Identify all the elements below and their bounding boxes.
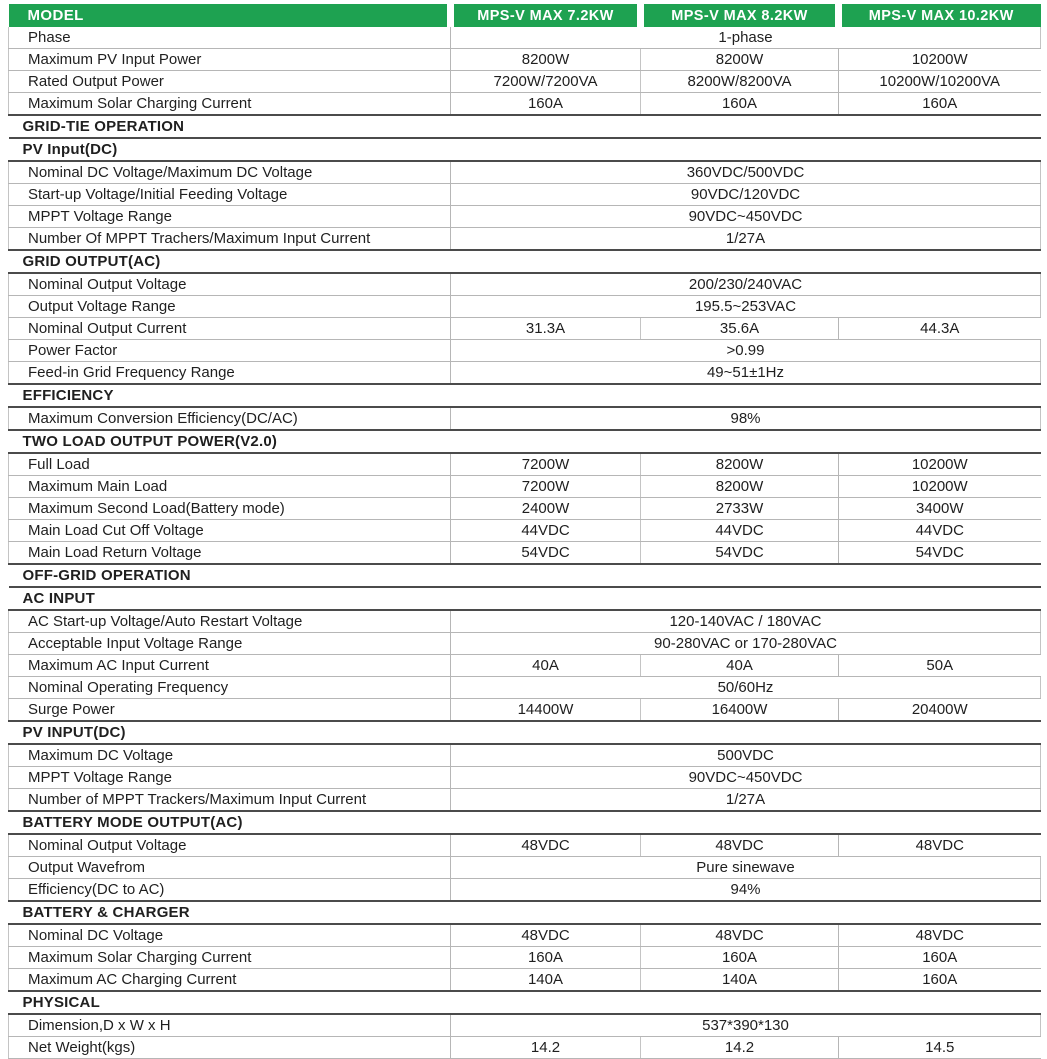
section-title: EFFICIENCY [9, 384, 1041, 407]
spec-row [9, 699, 1041, 722]
spec-row [9, 947, 1041, 969]
spec-row [9, 542, 1041, 565]
spec-row [9, 610, 1041, 633]
spec-row-label: Power Factor [9, 340, 451, 362]
spec-value: 160A [451, 93, 641, 116]
spec-value-span: 1/27A [451, 789, 1041, 812]
spec-value: 44.3A [839, 318, 1041, 340]
spec-value: 48VDC [641, 924, 839, 947]
spec-value-span: 195.5~253VAC [451, 296, 1041, 318]
spec-table-header [9, 4, 1041, 27]
spec-row-label: Nominal Output Voltage [9, 834, 451, 857]
spec-value-span: >0.99 [451, 340, 1041, 362]
spec-row [9, 879, 1041, 902]
spec-row [9, 161, 1041, 184]
spec-value: 48VDC [839, 924, 1041, 947]
spec-value-span: 537*390*130 [451, 1014, 1041, 1037]
column-header-model-2: MPS-V MAX 8.2KW [641, 4, 839, 27]
spec-value: 10200W [839, 476, 1041, 498]
model-header-row [9, 4, 1041, 27]
spec-value: 160A [641, 93, 839, 116]
section-row [9, 115, 1041, 138]
spec-value: 14.2 [451, 1037, 641, 1059]
spec-value: 7200W [451, 476, 641, 498]
spec-row-label: Dimension,D x W x H [9, 1014, 451, 1037]
spec-value: 44VDC [839, 520, 1041, 542]
spec-value: 7200W [451, 453, 641, 476]
spec-value: 44VDC [451, 520, 641, 542]
spec-value: 16400W [641, 699, 839, 722]
spec-value-span: 90VDC~450VDC [451, 767, 1041, 789]
spec-value: 7200W/7200VA [451, 71, 641, 93]
spec-row [9, 767, 1041, 789]
spec-row [9, 407, 1041, 430]
spec-row-label: Efficiency(DC to AC) [9, 879, 451, 902]
spec-row [9, 1037, 1041, 1059]
spec-value: 54VDC [641, 542, 839, 565]
spec-row-label: Main Load Return Voltage [9, 542, 451, 565]
spec-value-span: 1-phase [451, 27, 1041, 49]
spec-row-label: Acceptable Input Voltage Range [9, 633, 451, 655]
spec-row-label: Output Voltage Range [9, 296, 451, 318]
spec-row [9, 857, 1041, 879]
spec-value: 10200W [839, 49, 1041, 71]
spec-value: 54VDC [839, 542, 1041, 565]
spec-value: 40A [451, 655, 641, 677]
section-title: BATTERY MODE OUTPUT(AC) [9, 811, 1041, 834]
spec-table-body [9, 27, 1041, 1059]
spec-row-label: Nominal Operating Frequency [9, 677, 451, 699]
spec-value: 14.2 [641, 1037, 839, 1059]
spec-row [9, 296, 1041, 318]
spec-value: 8200W [641, 49, 839, 71]
spec-row-label: Start-up Voltage/Initial Feeding Voltage [9, 184, 451, 206]
spec-value: 140A [451, 969, 641, 992]
spec-row [9, 520, 1041, 542]
section-row [9, 721, 1041, 744]
spec-value: 20400W [839, 699, 1041, 722]
spec-row [9, 93, 1041, 116]
spec-row-label: MPPT Voltage Range [9, 767, 451, 789]
spec-value: 14.5 [839, 1037, 1041, 1059]
spec-row [9, 184, 1041, 206]
spec-row [9, 228, 1041, 251]
spec-row-label: Maximum PV Input Power [9, 49, 451, 71]
spec-row [9, 273, 1041, 296]
spec-value: 10200W [839, 453, 1041, 476]
section-title: GRID-TIE OPERATION [9, 115, 1041, 138]
spec-value: 31.3A [451, 318, 641, 340]
spec-row [9, 633, 1041, 655]
spec-value: 160A [641, 947, 839, 969]
column-header-model-3: MPS-V MAX 10.2KW [839, 4, 1041, 27]
section-title: TWO LOAD OUTPUT POWER(V2.0) [9, 430, 1041, 453]
spec-table [8, 4, 1041, 1059]
spec-row [9, 969, 1041, 992]
spec-row-label: Maximum Conversion Efficiency(DC/AC) [9, 407, 451, 430]
spec-value: 2400W [451, 498, 641, 520]
section-row [9, 991, 1041, 1014]
spec-row [9, 340, 1041, 362]
spec-value: 2733W [641, 498, 839, 520]
section-row [9, 384, 1041, 407]
section-row [9, 564, 1041, 587]
spec-row [9, 318, 1041, 340]
spec-row-label: AC Start-up Voltage/Auto Restart Voltage [9, 610, 451, 633]
spec-value-span: 98% [451, 407, 1041, 430]
spec-value-span: 50/60Hz [451, 677, 1041, 699]
spec-value: 54VDC [451, 542, 641, 565]
column-header-model-1: MPS-V MAX 7.2KW [451, 4, 641, 27]
spec-value: 140A [641, 969, 839, 992]
spec-row [9, 71, 1041, 93]
spec-row-label: Maximum Main Load [9, 476, 451, 498]
spec-value: 3400W [839, 498, 1041, 520]
spec-value: 8200W [641, 453, 839, 476]
section-row [9, 587, 1041, 610]
section-title: OFF-GRID OPERATION [9, 564, 1041, 587]
section-title: PHYSICAL [9, 991, 1041, 1014]
section-row [9, 250, 1041, 273]
spec-value-span: 90VDC/120VDC [451, 184, 1041, 206]
section-title: AC INPUT [9, 587, 1041, 610]
spec-value-span: 500VDC [451, 744, 1041, 767]
section-title: GRID OUTPUT(AC) [9, 250, 1041, 273]
spec-row-label: Nominal DC Voltage/Maximum DC Voltage [9, 161, 451, 184]
spec-value-span: 360VDC/500VDC [451, 161, 1041, 184]
spec-value: 160A [839, 93, 1041, 116]
spec-value: 35.6A [641, 318, 839, 340]
spec-value: 48VDC [839, 834, 1041, 857]
spec-row [9, 744, 1041, 767]
section-title: PV INPUT(DC) [9, 721, 1041, 744]
section-row [9, 811, 1041, 834]
spec-row [9, 498, 1041, 520]
spec-row-label: Maximum Second Load(Battery mode) [9, 498, 451, 520]
spec-value-span: 120-140VAC / 180VAC [451, 610, 1041, 633]
spec-row-label: MPPT Voltage Range [9, 206, 451, 228]
spec-value-span: Pure sinewave [451, 857, 1041, 879]
spec-value-span: 94% [451, 879, 1041, 902]
spec-value: 8200W [641, 476, 839, 498]
spec-row-label: Main Load Cut Off Voltage [9, 520, 451, 542]
spec-row-label: Maximum Solar Charging Current [9, 947, 451, 969]
spec-value: 48VDC [641, 834, 839, 857]
spec-row-label: Rated Output Power [9, 71, 451, 93]
spec-value-span: 49~51±1Hz [451, 362, 1041, 385]
section-row [9, 901, 1041, 924]
spec-value: 44VDC [641, 520, 839, 542]
spec-row-label: Maximum AC Input Current [9, 655, 451, 677]
spec-row-label: Number Of MPPT Trachers/Maximum Input Current [9, 228, 451, 251]
spec-row [9, 27, 1041, 49]
spec-row [9, 1014, 1041, 1037]
spec-row [9, 476, 1041, 498]
spec-row [9, 834, 1041, 857]
spec-row-label: Full Load [9, 453, 451, 476]
spec-value: 160A [839, 947, 1041, 969]
spec-value-span: 90-280VAC or 170-280VAC [451, 633, 1041, 655]
spec-row-label: Nominal DC Voltage [9, 924, 451, 947]
spec-value: 8200W/8200VA [641, 71, 839, 93]
section-title: PV Input(DC) [9, 138, 1041, 161]
spec-value-span: 200/230/240VAC [451, 273, 1041, 296]
spec-value-span: 90VDC~450VDC [451, 206, 1041, 228]
spec-value: 160A [451, 947, 641, 969]
spec-value: 48VDC [451, 834, 641, 857]
spec-value: 14400W [451, 699, 641, 722]
spec-row-label: Output Wavefrom [9, 857, 451, 879]
spec-value-span: 1/27A [451, 228, 1041, 251]
spec-row-label: Maximum AC Charging Current [9, 969, 451, 992]
spec-row [9, 362, 1041, 385]
spec-row [9, 924, 1041, 947]
spec-value: 48VDC [451, 924, 641, 947]
spec-row-label: Maximum DC Voltage [9, 744, 451, 767]
spec-row-label: Number of MPPT Trackers/Maximum Input Current [9, 789, 451, 812]
spec-row-label: Nominal Output Voltage [9, 273, 451, 296]
spec-row-label: Nominal Output Current [9, 318, 451, 340]
spec-value: 8200W [451, 49, 641, 71]
section-title: BATTERY & CHARGER [9, 901, 1041, 924]
section-row [9, 430, 1041, 453]
spec-row-label: Maximum Solar Charging Current [9, 93, 451, 116]
spec-row [9, 453, 1041, 476]
spec-value: 40A [641, 655, 839, 677]
spec-value: 50A [839, 655, 1041, 677]
section-row [9, 138, 1041, 161]
spec-row [9, 655, 1041, 677]
spec-row-label: Phase [9, 27, 451, 49]
spec-row [9, 677, 1041, 699]
spec-value: 160A [839, 969, 1041, 992]
spec-row [9, 789, 1041, 812]
spec-row [9, 206, 1041, 228]
spec-row [9, 49, 1041, 71]
spec-row-label: Surge Power [9, 699, 451, 722]
model-header-label: MODEL [9, 4, 451, 27]
spec-row-label: Feed-in Grid Frequency Range [9, 362, 451, 385]
spec-row-label: Net Weight(kgs) [9, 1037, 451, 1059]
spec-value: 10200W/10200VA [839, 71, 1041, 93]
